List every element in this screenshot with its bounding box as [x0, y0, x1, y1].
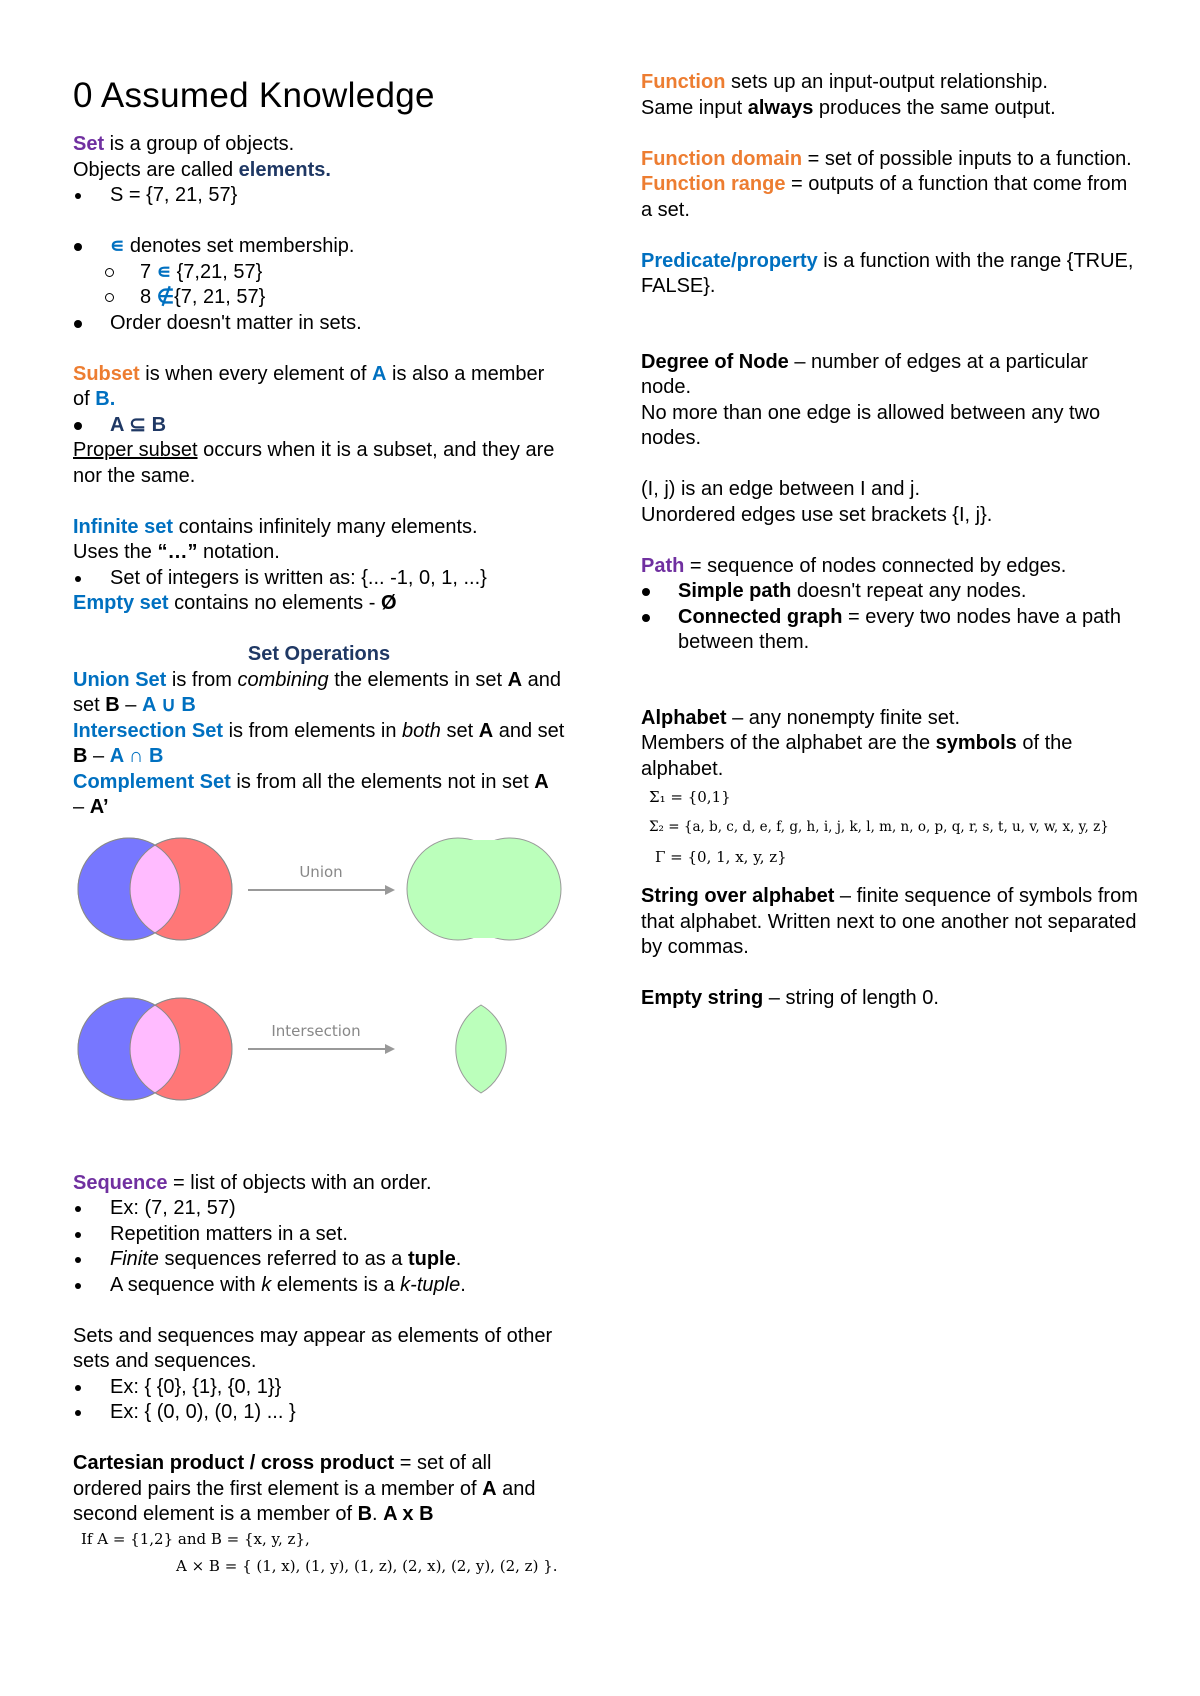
- membership-text: denotes set membership.: [124, 235, 355, 257]
- list-item: [73, 234, 565, 260]
- subset-list: [73, 413, 565, 439]
- alphabet-definition: [641, 706, 1141, 732]
- title-text: Assumed Knowledge: [100, 76, 435, 115]
- degree-term: Degree of Node: [641, 350, 789, 373]
- sub2-symbol: ∉: [156, 286, 175, 308]
- empty-set-term: Empty set: [73, 592, 169, 614]
- sequence-list: [73, 1196, 565, 1298]
- integers-list: [73, 566, 565, 592]
- cartesian-expression: A x B: [383, 1503, 434, 1525]
- list-item: [73, 311, 565, 337]
- edge-rule: No more than one edge is allowed between any two nodes.: [641, 401, 1101, 449]
- complement-term: Complement Set: [73, 770, 231, 793]
- sub1-symbol: ∊: [156, 260, 172, 283]
- fn-line2-pre: Same input: [641, 96, 748, 119]
- list-item: [73, 260, 565, 286]
- set-def-text: is a group of objects.: [104, 133, 295, 155]
- sub1-pre: 7: [140, 260, 157, 283]
- path-term: Path: [641, 554, 685, 577]
- infinite-set-text: contains infinitely many elements.: [173, 515, 478, 538]
- empty-set-text: contains no elements -: [168, 592, 381, 614]
- uses-post: notation.: [197, 541, 280, 563]
- ellipsis-notation: “…”: [157, 541, 198, 563]
- membership-list: [73, 234, 565, 336]
- sequence-definition: [73, 1171, 565, 1197]
- set-example: S = {7, 21, 57}: [110, 184, 238, 206]
- sequence-text: = list of objects with an order.: [167, 1171, 432, 1194]
- inter-italic: both: [402, 719, 441, 742]
- union-expression: A ∪ B: [141, 694, 196, 716]
- intersection-term: Intersection Set: [73, 719, 224, 742]
- union-t1: is from: [166, 668, 238, 691]
- union-t3: and set: [73, 668, 562, 716]
- function-term: Function: [641, 71, 726, 93]
- list-item: [73, 1400, 565, 1426]
- sigma1-math: Σ₁ = {0,1}: [649, 788, 731, 806]
- union-italic: combining: [237, 668, 329, 691]
- inter-b: B: [73, 745, 88, 767]
- inter-t4: –: [87, 745, 110, 767]
- notation-line: [73, 540, 565, 566]
- union-definition: [73, 668, 565, 719]
- comp-t1: is from all the elements not in set: [230, 770, 535, 793]
- union-term: Union Set: [73, 668, 167, 691]
- list-item: [73, 285, 565, 311]
- list-item: [73, 1222, 565, 1248]
- comp-a: A: [534, 770, 549, 793]
- connected-graph-text: = every two nodes have a path between them.: [678, 605, 1121, 653]
- left-column: [73, 70, 565, 1582]
- complement-definition: [73, 770, 565, 821]
- list-item: [73, 183, 565, 209]
- elements-pre: Objects are called: [73, 158, 239, 181]
- cartesian-definition: [73, 1451, 565, 1528]
- union-result: [407, 838, 561, 940]
- domain-text: = set of possible inputs to a function.: [802, 147, 1132, 170]
- spacer: [641, 872, 1141, 884]
- path-definition: [641, 554, 1141, 580]
- sigma2-math: Σ₂ = {a, b, c, d, e, f, g, h, i, j, k, l, m, n, o, p, q, r, s, t, u, v, w, x, y, z}: [649, 819, 1109, 835]
- intersection-arrowhead: [385, 1044, 395, 1054]
- sub1-post: {7,21, 57}: [171, 260, 263, 283]
- intersection-definition: [73, 719, 565, 770]
- union-t2: the elements in set: [328, 668, 508, 691]
- inter-a: A: [478, 719, 494, 742]
- intersection-result: [456, 1005, 506, 1093]
- function-domain: [641, 147, 1141, 173]
- cartesian-math-line2: A × B = { (1, x), (1, y), (1, z), (2, x), (2, y), (2, z) }.: [176, 1556, 558, 1575]
- subset-text1: is when every element of: [139, 362, 373, 385]
- edge-line1: (I, j) is an edge between I and j.: [641, 478, 921, 500]
- empty-set-symbol: Ø: [380, 592, 397, 614]
- seq-b4-mid: elements is a: [271, 1273, 401, 1296]
- predicate-definition: [641, 249, 1141, 300]
- subset-term: Subset: [73, 362, 140, 385]
- spacer: [641, 223, 1141, 249]
- spacer: [73, 336, 565, 362]
- seq-b3-end: .: [455, 1248, 462, 1270]
- spacer: [73, 1426, 565, 1452]
- cartesian-math-line1: If A = {1,2} and B = {x, y, z},: [81, 1529, 310, 1548]
- nested-text: Sets and sequences may appear as elements of other sets and sequences.: [73, 1324, 553, 1372]
- function-text: sets up an input-output relationship.: [725, 71, 1048, 93]
- k-tuple-term: k-tuple: [400, 1273, 461, 1296]
- function-range: [641, 172, 1141, 223]
- nested-list: [73, 1375, 565, 1426]
- path-text: = sequence of nodes connected by edges.: [684, 554, 1067, 577]
- range-term: Function range: [641, 173, 786, 195]
- intersection-expression: A ∩ B: [109, 745, 164, 767]
- string-definition: [641, 884, 1141, 961]
- infinite-set-definition: [73, 515, 565, 541]
- simple-path-term: Simple path: [678, 580, 792, 602]
- spacer: [73, 489, 565, 515]
- domain-term: Function domain: [641, 147, 803, 170]
- intersection-label: Intersection: [271, 1021, 361, 1040]
- seq-b1: Ex: (7, 21, 57): [110, 1197, 236, 1219]
- seq-b4-pre: A sequence with: [110, 1273, 262, 1296]
- spacer: [641, 452, 1141, 478]
- order-text: Order doesn't matter in sets.: [110, 311, 362, 334]
- list-item: [73, 413, 565, 439]
- union-t4: –: [119, 694, 142, 716]
- list-item: [73, 566, 565, 592]
- union-label: Union: [299, 862, 343, 881]
- simple-path-text: doesn't repeat any nodes.: [791, 580, 1027, 602]
- subset-b: B.: [95, 388, 116, 410]
- set-example-list: [73, 183, 565, 209]
- elements-line: [73, 158, 565, 184]
- degree-definition: [641, 350, 1141, 401]
- inter-t1: is from elements in: [223, 719, 402, 742]
- nested-b2: Ex: { (0, 0), (0, 1) ... }: [110, 1401, 296, 1423]
- subset-notation: A ⊆ B: [110, 413, 167, 436]
- inter-t2: set: [440, 719, 479, 742]
- inter-t3: and set: [493, 719, 565, 742]
- union-venn: [78, 838, 232, 940]
- range-text: = outputs of a function that come from a set.: [641, 173, 1128, 221]
- union-b: B: [105, 694, 120, 716]
- connected-graph-term: Connected graph: [678, 605, 843, 628]
- function-definition: [641, 70, 1141, 96]
- cartesian-text1: = set of all ordered pairs the first element is a member of: [73, 1452, 492, 1500]
- symbols-term: symbols: [935, 732, 1017, 754]
- page-title: [73, 74, 565, 118]
- spacer: [73, 617, 565, 643]
- union-arrowhead: [385, 885, 395, 895]
- predicate-text: is a function with the range {TRUE, FALSE}.: [641, 249, 1134, 297]
- elements-term: elements.: [238, 158, 331, 181]
- predicate-term: Predicate/property: [641, 249, 818, 272]
- list-item: [73, 1273, 565, 1299]
- fn-line2-post: produces the same output.: [813, 96, 1056, 119]
- proper-subset-text: occurs when it is a subset, and they are nor the same.: [73, 439, 555, 487]
- spacer: [73, 209, 565, 235]
- spacer: [641, 528, 1141, 554]
- spacer: [641, 121, 1141, 147]
- cartesian-term: Cartesian product / cross product: [73, 1452, 395, 1474]
- right-column: [641, 70, 1141, 1012]
- proper-subset: [73, 438, 565, 489]
- spacer: [73, 1121, 565, 1171]
- list-item: [641, 579, 1141, 605]
- sequence-term: Sequence: [73, 1171, 168, 1194]
- empty-string-term: Empty string: [641, 987, 764, 1009]
- uses-pre: Uses the: [73, 541, 158, 563]
- set-definition: [73, 132, 565, 158]
- spacer: [641, 300, 1141, 350]
- complement-expression: A’: [89, 796, 109, 818]
- subset-a: A: [372, 362, 387, 385]
- spacer: [641, 656, 1141, 706]
- members-pre: Members of the alphabet are the: [641, 732, 936, 754]
- seq-b4-k: k: [261, 1273, 272, 1296]
- cartesian-text2: and second element is a member of: [73, 1477, 536, 1525]
- venn-diagram: [73, 831, 565, 1121]
- set-operations-heading: Set Operations: [247, 643, 391, 665]
- cartesian-b: B: [357, 1503, 373, 1525]
- always-term: always: [747, 96, 814, 119]
- list-item: [73, 1375, 565, 1401]
- membership-symbol: ∊: [110, 235, 125, 257]
- subset-text2: is also a member of: [73, 362, 545, 410]
- list-item: [641, 605, 1141, 656]
- members-post: of the alphabet.: [641, 732, 1073, 780]
- empty-set-definition: [73, 591, 565, 617]
- comp-t2: –: [73, 796, 90, 818]
- integers-example: Set of integers is written as: {... -1, 0, 1, ...}: [110, 566, 487, 589]
- edge-line2: Unordered edges use set brackets {I, j}.: [641, 503, 993, 526]
- union-a: A: [507, 668, 523, 691]
- proper-subset-term: Proper subset: [73, 439, 198, 461]
- empty-string-text: – string of length 0.: [763, 987, 939, 1009]
- function-line2: [641, 96, 1141, 122]
- nested-b1: Ex: { {0}, {1}, {0, 1}}: [110, 1375, 282, 1398]
- seq-b2: Repetition matters in a set.: [110, 1222, 348, 1245]
- seq-b3-text: sequences referred to as a: [158, 1248, 408, 1270]
- list-item: [73, 1247, 565, 1273]
- empty-string-definition: [641, 986, 1141, 1012]
- path-list: [641, 579, 1141, 656]
- spacer: [641, 961, 1141, 987]
- intersection-venn: [78, 998, 232, 1100]
- alphabet-term: Alphabet: [641, 706, 727, 729]
- title-number: 0: [73, 76, 93, 115]
- string-text: – finite sequence of symbols from that alphabet. Written next to one another not separated by commas.: [641, 885, 1138, 958]
- alphabet-text: – any nonempty finite set.: [726, 706, 961, 729]
- infinite-set-term: Infinite set: [73, 515, 174, 538]
- set-term: Set: [73, 133, 105, 155]
- cartesian-a: A: [482, 1477, 497, 1500]
- degree-text: – number of edges at a particular node.: [641, 350, 1088, 398]
- string-term: String over alphabet: [641, 885, 835, 907]
- seq-b3-italic: Finite: [110, 1248, 159, 1270]
- alphabet-members: [641, 731, 1141, 782]
- sub2-post: {7, 21, 57}: [174, 286, 266, 308]
- seq-b4-end: .: [460, 1273, 466, 1296]
- cartesian-text3: .: [372, 1503, 384, 1525]
- subset-definition: [73, 362, 565, 413]
- spacer: [73, 1298, 565, 1324]
- tuple-term: tuple: [407, 1248, 456, 1270]
- gamma-math: Γ = {0, 1, x, y, z}: [655, 848, 787, 866]
- list-item: [73, 1196, 565, 1222]
- sub2-pre: 8: [140, 286, 157, 308]
